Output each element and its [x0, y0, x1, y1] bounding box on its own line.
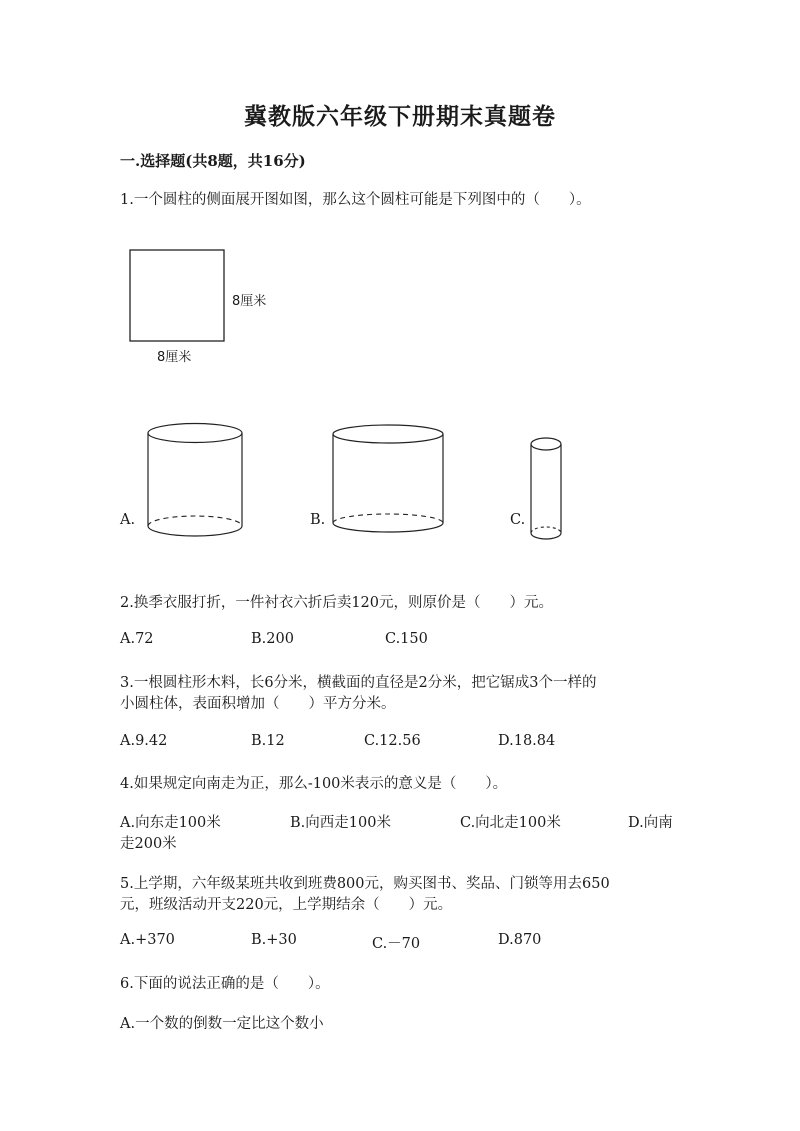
q2-option-a: A.72 — [120, 631, 154, 647]
section-heading: 一.选择题(共8题，共16分) — [120, 152, 306, 170]
question-5-line-1: 5.上学期，六年级某班共收到班费800元，购买图书、奖品、门锁等用去650 — [120, 876, 610, 892]
question-4-text: 4.如果规定向南走为正，那么-100米表示的意义是（ ）。 — [120, 776, 508, 792]
question-3-line-1: 3.一根圆柱形木料，长6分米，横截面的直径是2分米，把它锯成3个一样的 — [120, 675, 597, 691]
square-side-label: 8厘米 — [232, 294, 267, 309]
q1-option-a: A. — [120, 512, 136, 528]
q3-option-d: D.18.84 — [498, 733, 556, 749]
question-1-text: 1.一个圆柱的侧面展开图如图，那么这个圆柱可能是下列图中的（ ）。 — [120, 192, 591, 208]
question-5-line-2: 元，班级活动开支220元，上学期结余（ ）元。 — [120, 897, 453, 913]
q4-option-a: A.向东走100米 — [120, 815, 221, 831]
q3-option-a: A.9.42 — [120, 733, 168, 749]
q5-option-a: A.+370 — [120, 932, 175, 948]
q3-option-b: B.12 — [251, 733, 285, 749]
q3-option-c: C.12.56 — [364, 733, 421, 749]
question-2-text: 2.换季衣服打折，一件衬衣六折后卖120元，则原价是（ ）元。 — [120, 595, 554, 611]
q1-option-c: C. — [510, 512, 526, 528]
square-net-figure — [128, 248, 228, 344]
question-6-text: 6.下面的说法正确的是（ ）。 — [120, 976, 330, 992]
q1-option-b: B. — [310, 512, 326, 528]
cylinder-c — [529, 436, 565, 546]
q5-option-c: C.－70 — [372, 936, 421, 952]
cylinder-a — [146, 422, 246, 544]
q4-option-d: D.向南 — [628, 815, 673, 831]
question-3-line-2: 小圆柱体，表面积增加（ ）平方分米。 — [120, 696, 396, 712]
cylinder-b — [331, 424, 447, 540]
q6-option-a: A.一个数的倒数一定比这个数小 — [120, 1016, 324, 1032]
q5-option-b: B.+30 — [251, 932, 297, 948]
page-title: 冀教版六年级下册期末真题卷 — [244, 103, 556, 130]
q2-option-c: C.150 — [385, 631, 428, 647]
q4-option-c: C.向北走100米 — [460, 815, 561, 831]
q4-option-b: B.向西走100米 — [290, 815, 391, 831]
q4-option-d-continued: 走200米 — [120, 836, 177, 852]
q2-option-b: B.200 — [251, 631, 294, 647]
square-bottom-label: 8厘米 — [157, 350, 192, 365]
q5-option-d: D.870 — [498, 932, 542, 948]
